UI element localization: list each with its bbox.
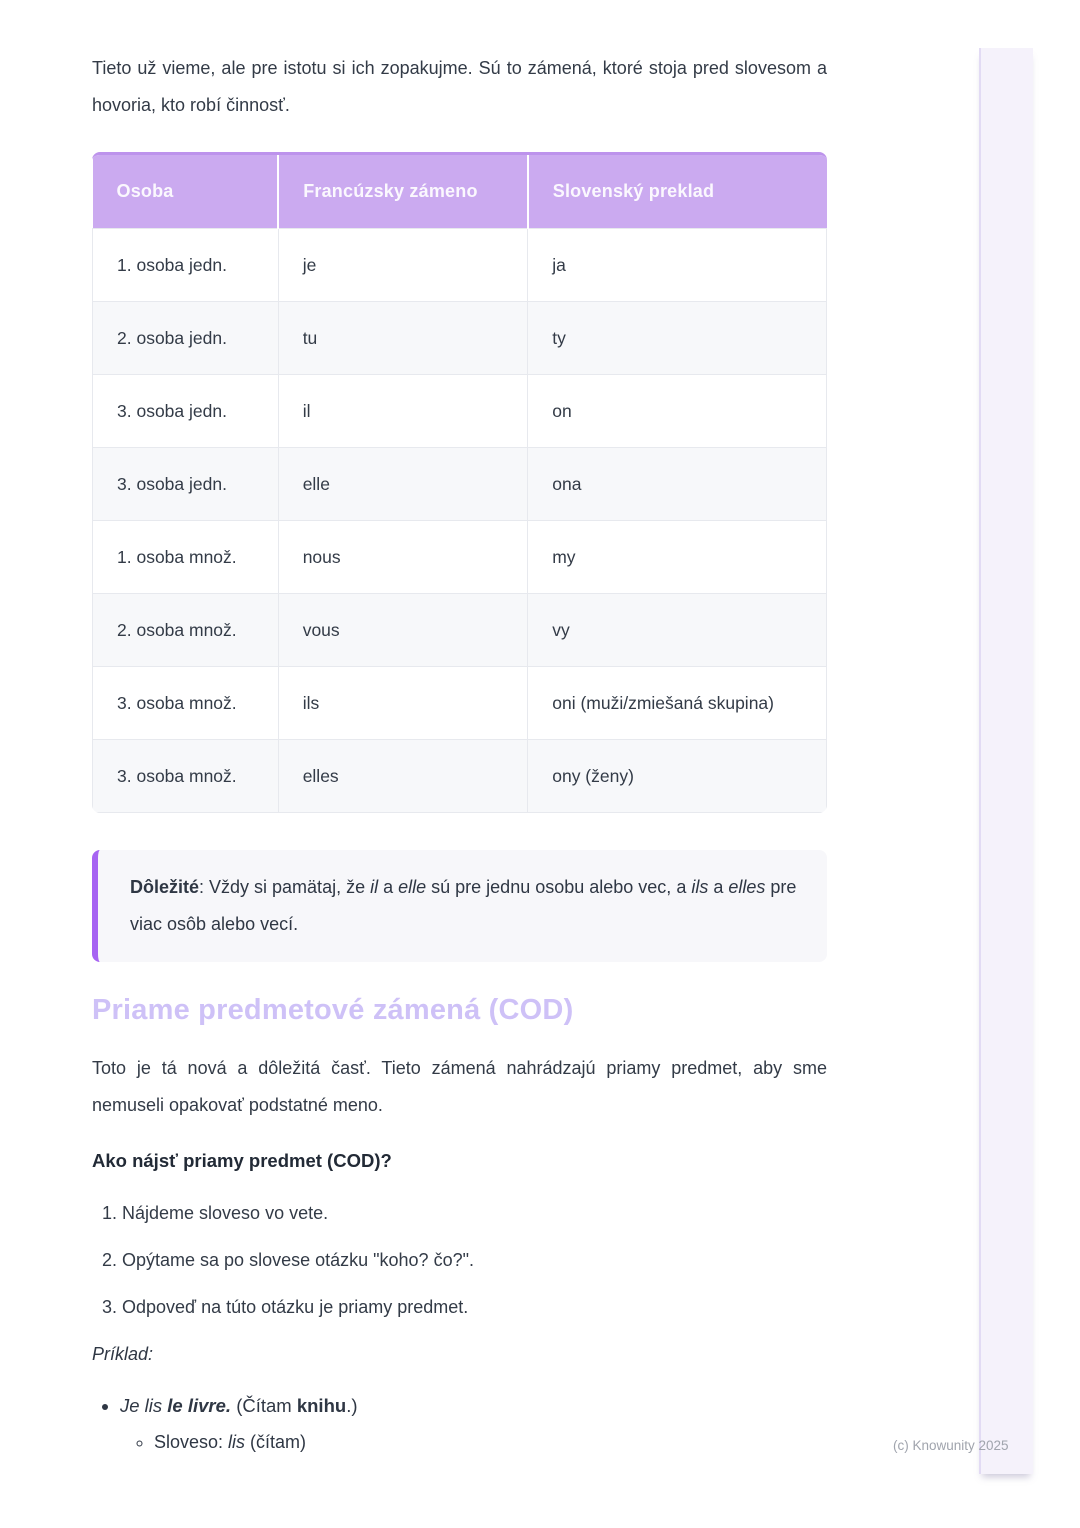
table-cell: 3. osoba množ. xyxy=(93,740,279,813)
table-cell: ja xyxy=(528,229,827,302)
table-cell: 3. osoba množ. xyxy=(93,667,279,740)
table-cell: on xyxy=(528,375,827,448)
table-cell: 3. osoba jedn. xyxy=(93,448,279,521)
table-cell: ona xyxy=(528,448,827,521)
table-cell: il xyxy=(278,375,528,448)
steps-list xyxy=(92,1200,827,1320)
table-cell: nous xyxy=(278,521,528,594)
table-cell: ils xyxy=(278,667,528,740)
table-row xyxy=(93,740,827,813)
table-cell: je xyxy=(278,229,528,302)
important-note-box xyxy=(92,850,827,962)
table-cell: 1. osoba množ. xyxy=(93,521,279,594)
table-cell: 1. osoba jedn. xyxy=(93,229,279,302)
table-row xyxy=(93,229,827,302)
cod-intro-paragraph: Toto je tá nová a dôležitá časť. Tieto zámená nahrádzajú priamy predmet, aby sme nemuseli opakovať podstatné meno. xyxy=(92,1058,827,1115)
table-cell: my xyxy=(528,521,827,594)
pronoun-table-header-row xyxy=(93,155,827,229)
example-label: Príklad: xyxy=(92,1344,154,1364)
section-heading: Priame predmetové zámená (COD) xyxy=(92,994,574,1026)
table-row xyxy=(93,594,827,667)
table-cell: 2. osoba jedn. xyxy=(93,302,279,375)
example-item xyxy=(120,1393,827,1455)
column-header: Osoba xyxy=(93,155,279,229)
intro-paragraph: Tieto už vieme, ale pre istotu si ich zopakujme. Sú to zámená, ktoré stoja pred slovesom a hovoria, kto robí činnosť. xyxy=(92,58,827,115)
table-cell: vous xyxy=(278,594,528,667)
step-item: 3. Odpoveď na túto otázku je priamy predmet. xyxy=(122,1294,827,1320)
example-sublist xyxy=(120,1429,827,1455)
pronoun-table-body xyxy=(93,229,827,813)
table-row xyxy=(93,302,827,375)
step-item: 1. Nájdeme sloveso vo vete. xyxy=(122,1200,827,1226)
next-page-edge xyxy=(979,48,1033,1474)
table-cell: 3. osoba jedn. xyxy=(93,375,279,448)
table-row xyxy=(93,521,827,594)
table-cell: ony (ženy) xyxy=(528,740,827,813)
example-list xyxy=(92,1393,827,1455)
table-cell: ty xyxy=(528,302,827,375)
example-sentence: Je lis le livre. (Čítam knihu.) xyxy=(120,1395,358,1416)
column-header: Slovenský preklad xyxy=(528,155,827,229)
table-row xyxy=(93,667,827,740)
how-to-find-heading: Ako nájsť priamy predmet (COD)? xyxy=(92,1150,392,1171)
example-sub-item xyxy=(154,1429,827,1455)
table-cell: elle xyxy=(278,448,528,521)
pronoun-table xyxy=(92,152,827,813)
table-cell: elles xyxy=(278,740,528,813)
important-note-text: Dôležité: Vždy si pamätaj, že il a elle sú pre jednu osobu alebo vec, a ils a elles pre viac osôb alebo vecí. xyxy=(130,877,797,934)
table-cell: tu xyxy=(278,302,528,375)
step-item: 2. Opýtame sa po slovese otázku "koho? čo?". xyxy=(122,1247,827,1273)
document-page xyxy=(92,50,827,1455)
example-sub-text: Sloveso: lis (čítam) xyxy=(154,1432,307,1452)
table-cell: 2. osoba množ. xyxy=(93,594,279,667)
table-row xyxy=(93,448,827,521)
table-cell: vy xyxy=(528,594,827,667)
column-header: Francúzsky zámeno xyxy=(278,155,528,229)
table-row xyxy=(93,375,827,448)
table-cell: oni (muži/zmiešaná skupina) xyxy=(528,667,827,740)
footer-copyright: (c) Knowunity 2025 xyxy=(893,1438,1009,1453)
